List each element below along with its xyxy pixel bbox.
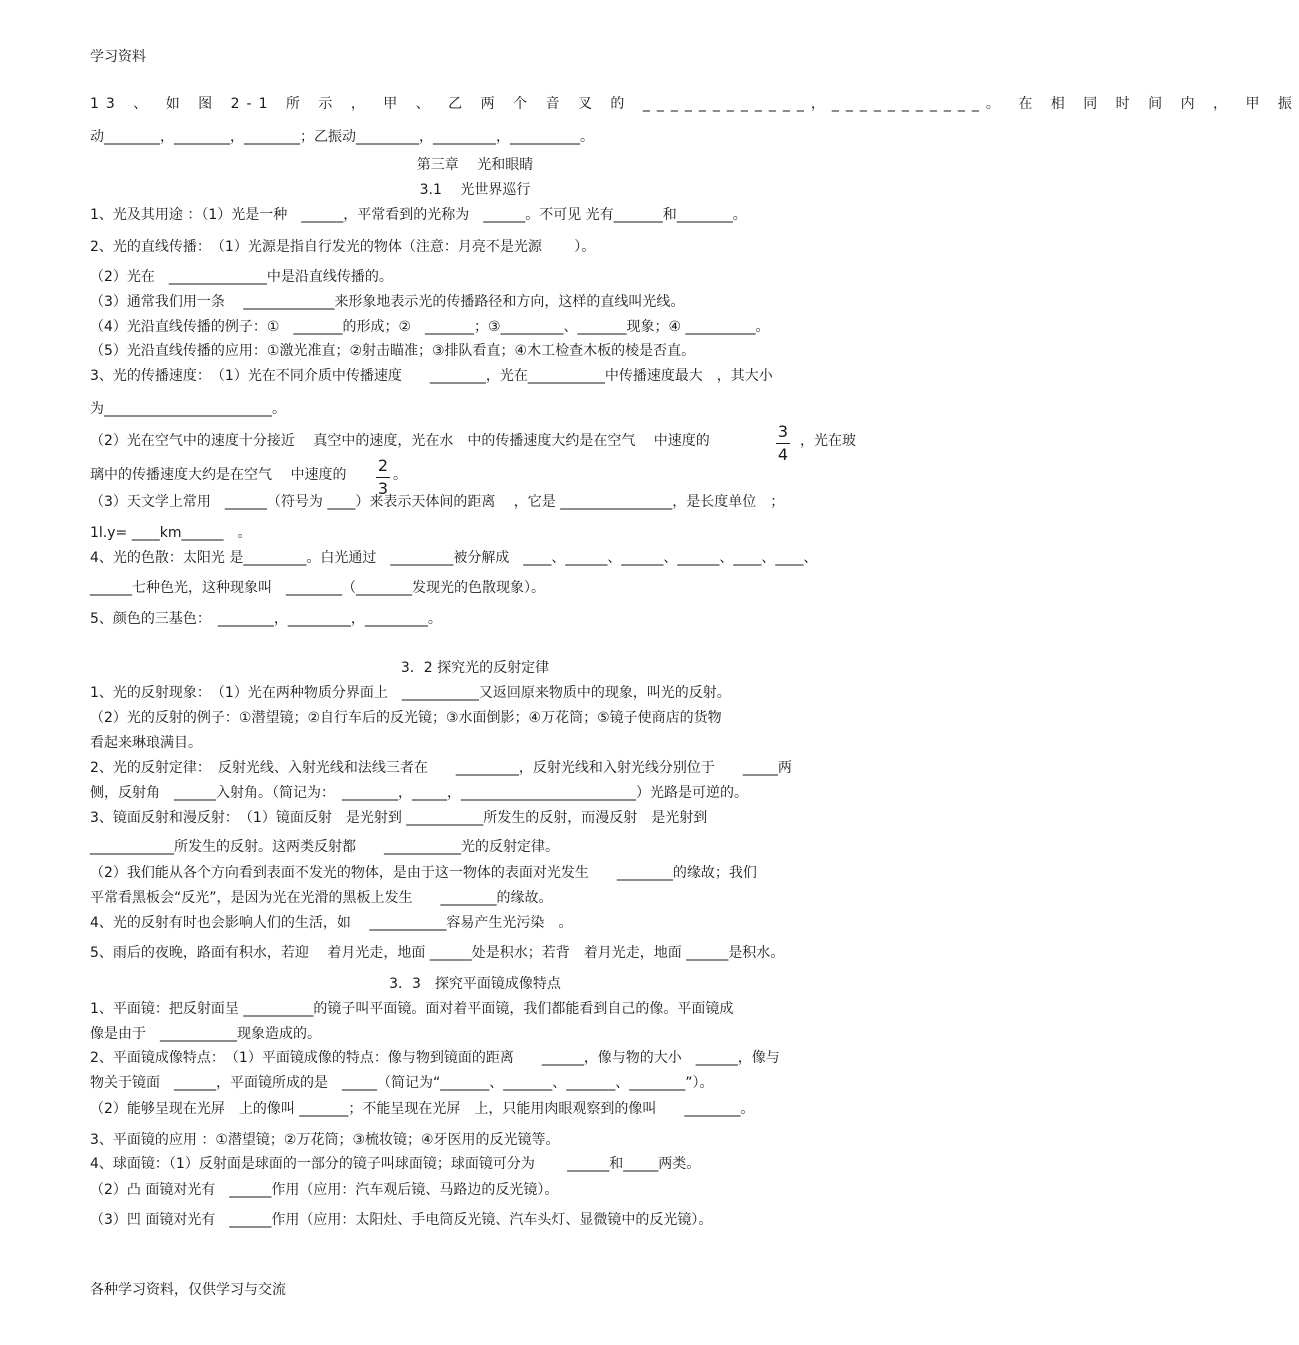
- text-line: 1、光的反射现象： （1）光在两种物质分界面上 ___________又返回原来物质中的现象，叫光的反射。: [90, 685, 731, 701]
- fraction-bar: [776, 443, 790, 444]
- text-line: 物关于镜面 ______，平面镜所成的是 _____（简记为“_______、_______、_______、________”）。: [90, 1075, 714, 1091]
- text-line: 像是由于 ___________现象造成的。: [90, 1026, 321, 1042]
- text-line: 看起来琳琅满目。: [90, 735, 202, 751]
- text-line: 5、颜色的三基色： ________，_________，_________。: [90, 611, 442, 627]
- text-line: （2）光在 ______________中是沿直线传播的。: [90, 269, 393, 285]
- fraction-denominator: 4: [777, 445, 789, 464]
- fraction-numerator: 2: [377, 456, 389, 475]
- text-line: （4）光沿直线传播的例子：① _______的形成；② _______；③_________、_______现象；④ __________。: [90, 319, 770, 335]
- text-line: 4、球面镜：（1）反射面是球面的一部分的镜子叫球面镜；球面镜可分为 ______和_____两类。: [90, 1156, 701, 1172]
- text-line: （2）光的反射的例子：①潜望镜；②自行车后的反光镜；③水面倒影；④万花筒；⑤镜子使商店的货物: [90, 710, 722, 726]
- text-line: 动________，________，________；乙振动_________，_________，__________。: [90, 129, 594, 145]
- fraction-numerator: 3: [777, 422, 789, 441]
- page-header: 学习资料: [90, 49, 146, 65]
- text-line: 。: [393, 467, 407, 483]
- fraction-three-quarters: [776, 424, 790, 463]
- text-line: 1、平面镜：把反射面呈 __________的镜子叫平面镜。面对着平面镜，我们都能看到自己的像。平面镜成: [90, 1001, 734, 1017]
- text-line: 1l.y= ____km______ 。: [90, 525, 252, 541]
- text-line: 3、镜面反射和漫反射： （1）镜面反射 是光射到 ___________所发生的反射，而漫反射 是光射到: [90, 810, 708, 826]
- text-line: 2、平面镜成像特点： （1）平面镜成像的特点：像与物到镜面的距离 ______，像与物的大小 ______，像与: [90, 1050, 780, 1066]
- text-line: 2、光的反射定律： 反射光线、入射光线和法线三者在 _________，反射光线和入射光线分别位于 _____两: [90, 760, 792, 776]
- text-line: 4、光的色散：太阳光 是_________。白光通过 _________被分解成 ____、______、______、______、____、____、: [90, 550, 818, 566]
- text-line: 3、光的传播速度： （1）光在不同介质中传播速度 ________，光在___________中传播速度最大 ，其大小: [90, 368, 773, 384]
- text-line: 2、光的直线传播： （1）光源是指自行发光的物体（注意：月亮不是光源 ）。: [90, 239, 596, 255]
- text-line: 3、平面镜的应用 ：①潜望镜；②万花筒；③梳妆镜；④牙医用的反光镜等。: [90, 1132, 560, 1148]
- text-line: （3）天文学上常用 ______（符号为 ____）来表示天体间的距离 ，它是 ________________，是长度单位 ；: [90, 494, 785, 510]
- text-line: ____________所发生的反射。这两类反射都 ___________光的反射定律。: [90, 839, 559, 855]
- text-line: 4、光的反射有时也会影响人们的生活，如 ___________容易产生光污染 。: [90, 915, 573, 931]
- text-line: （3）通常我们用一条 _____________来形象地表示光的传播路径和方向，这样的直线叫光线。: [90, 294, 685, 310]
- section-title: 3.1 光世界巡行: [419, 182, 531, 198]
- text-line: （2）光在空气中的速度十分接近 真空中的速度，光在水 中的传播速度大约是在空气 中速度的: [90, 433, 710, 449]
- text-line: 为________________________。: [90, 401, 286, 417]
- page-footer: 各种学习资料，仅供学习与交流: [90, 1282, 286, 1298]
- text-line: 1、光及其用途 ：（1）光是一种 ______，平常看到的光称为 ______。不可见 光有_______和________。: [90, 207, 747, 223]
- text-line: 13 、 如 图 2-1 所 示 ， 甲 、 乙 两 个 音 叉 的 ____________，___________。 在 相 同 时 间 内 ， 甲 振: [90, 96, 1299, 112]
- text-line: 平常看黑板会“反光”，是因为光在光滑的黑板上发生 ________的缘故。: [90, 890, 553, 906]
- text-line: 侧，反射角 ______入射角。（简记为： ________，_____，_________________________）光路是可逆的。: [90, 785, 748, 801]
- text-line: ，光在玻: [800, 433, 856, 449]
- text-line: ______七种色光，这种现象叫 ________（________发现光的色散现象）。: [90, 580, 545, 596]
- fraction-bar: [376, 477, 390, 478]
- text-line: （3）凹 面镜对光有 ______作用（应用：太阳灶、手电筒反光镜、汽车头灯、显微镜中的反光镜）。: [90, 1212, 713, 1228]
- section-title: 3．3 探究平面镜成像特点: [389, 976, 561, 992]
- fraction-denominator: 3: [377, 479, 389, 498]
- text-line: 璃中的传播速度大约是在空气 中速度的: [90, 467, 347, 483]
- text-line: （2）能够呈现在光屏 上的像叫 _______；不能呈现在光屏 上，只能用肉眼观察到的像叫 ________。: [90, 1101, 755, 1117]
- text-line: 5、雨后的夜晚，路面有积水，若迎 着月光走，地面 ______处是积水；若背 着月光走，地面 ______是积水。: [90, 945, 785, 961]
- text-line: （2）我们能从各个方向看到表面不发光的物体，是由于这一物体的表面对光发生 ________的缘故；我们: [90, 865, 757, 881]
- text-line: （2）凸 面镜对光有 ______作用（应用：汽车观后镜、马路边的反光镜）。: [90, 1182, 559, 1198]
- section-title: 3．2 探究光的反射定律: [400, 660, 550, 676]
- text-line: （5）光沿直线传播的应用：①激光准直；②射击瞄准；③排队看直；④木工检查木板的棱是否直。: [90, 343, 696, 359]
- chapter-title: 第三章 光和眼睛: [416, 157, 534, 173]
- fraction-two-thirds: [376, 458, 390, 497]
